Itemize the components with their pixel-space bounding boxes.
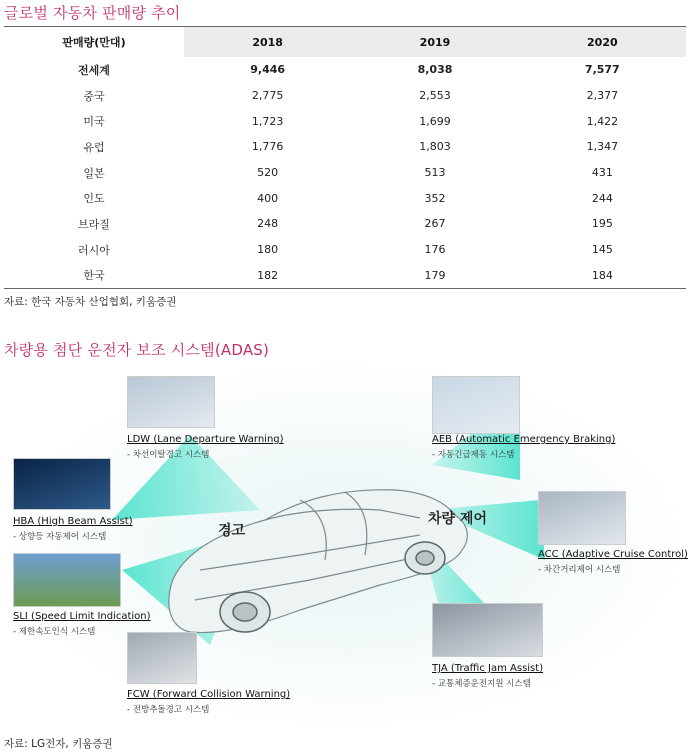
fcw-name: FCW (Forward Collision Warning) — [127, 689, 291, 700]
fcw-label — [127, 689, 290, 715]
sales-table — [4, 26, 686, 289]
hba-label — [13, 516, 133, 542]
row-label: 한국 — [4, 263, 184, 289]
table-cell: 400 — [257, 191, 279, 205]
row-label: 브라질 — [78, 217, 110, 231]
table-row — [4, 83, 686, 109]
table-cell: 1,776 — [251, 140, 284, 154]
sli-name: SLI (Speed Limit Indication) — [13, 611, 151, 622]
row-label: 인도 — [83, 192, 105, 206]
table-cell: 1,347 — [586, 140, 619, 154]
ldw-image — [127, 376, 215, 428]
fcw-image — [127, 632, 197, 684]
table-cell: 7,577 — [584, 63, 620, 77]
tja-image — [432, 603, 543, 657]
acc-desc: - 차간거리제어 시스템 — [538, 565, 621, 575]
table-cell: 182 — [184, 263, 351, 289]
table-row — [4, 108, 686, 134]
sli-desc: - 제한속도인식 시스템 — [13, 627, 96, 637]
table-title: 글로벌 자동차 판매량 추이 — [4, 4, 181, 22]
table-cell: 179 — [351, 263, 518, 289]
table-row — [4, 134, 686, 160]
sli-label — [13, 611, 151, 637]
column-header: 2019 — [351, 27, 518, 58]
table-cell: 1,723 — [251, 114, 284, 128]
control-label: 차량 제어 — [428, 511, 487, 527]
aeb-label — [432, 434, 615, 460]
table-cell: 1,422 — [586, 114, 619, 128]
table-cell: 184 — [519, 263, 686, 289]
row-label: 유럽 — [83, 140, 105, 154]
fcw-desc: - 전방추돌경고 시스템 — [127, 705, 210, 715]
column-header: 판매량(만대) — [4, 27, 184, 58]
diagram-title: 차량용 첨단 운전자 보조 시스템(ADAS) — [4, 341, 270, 359]
table-cell: 2,377 — [586, 89, 619, 103]
table-row — [4, 185, 686, 211]
adas-diagram — [0, 360, 690, 730]
table-row — [4, 263, 686, 289]
table-cell: 1,803 — [419, 140, 451, 154]
table-row — [4, 237, 686, 263]
row-label: 전세계 — [78, 63, 110, 77]
column-header: 2020 — [519, 27, 686, 58]
row-label: 미국 — [83, 115, 105, 129]
ldw-name: LDW (Lane Departure Warning) — [127, 434, 284, 445]
aeb-desc: - 자동긴급제동 시스템 — [432, 450, 515, 460]
table-cell: 352 — [424, 191, 446, 205]
adas-illustration — [0, 360, 690, 730]
acc-image — [538, 491, 626, 545]
table-cell: 176 — [424, 243, 446, 257]
hba-image — [13, 458, 111, 510]
aeb-name: AEB (Automatic Emergency Braking) — [432, 434, 616, 445]
hba-name: HBA (High Beam Assist) — [13, 516, 133, 527]
table-cell: 520 — [257, 166, 279, 180]
aeb-image — [432, 376, 520, 434]
table-cell: 180 — [257, 243, 279, 257]
table-cell: 248 — [257, 217, 279, 231]
tja-desc: - 교통체증운전지원 시스템 — [432, 679, 531, 689]
row-label: 중국 — [83, 89, 105, 103]
table-cell: 2,775 — [251, 89, 284, 103]
ldw-desc: - 차선이탈경고 시스템 — [127, 450, 210, 460]
row-label: 러시아 — [78, 243, 110, 257]
table-cell: 513 — [424, 166, 446, 180]
tja-label — [432, 663, 543, 689]
table-cell: 9,446 — [250, 63, 286, 77]
diagram-source: 자료: LG전자, 키움증권 — [4, 738, 113, 750]
row-label: 일본 — [83, 166, 105, 180]
table-cell: 145 — [591, 243, 613, 257]
table-row — [4, 160, 686, 186]
table-cell: 244 — [591, 191, 613, 205]
table-row — [4, 211, 686, 237]
table-cell: 195 — [591, 217, 613, 231]
hba-desc: - 상향등 자동제어 시스템 — [13, 532, 107, 542]
column-header: 2018 — [184, 27, 351, 58]
table-cell: 267 — [424, 217, 446, 231]
table-cell: 1,699 — [419, 114, 451, 128]
table-row — [4, 57, 686, 83]
sli-image — [13, 553, 121, 607]
acc-name: ACC (Adaptive Cruise Control) — [538, 549, 688, 560]
table-source: 자료: 한국 자동차 산업협회, 키움증권 — [4, 296, 177, 308]
ldw-label — [127, 434, 284, 460]
warning-label: 경고 — [218, 523, 246, 539]
tja-name: TJA (Traffic Jam Assist) — [432, 663, 544, 674]
table-header-row — [4, 27, 686, 58]
table-cell: 431 — [591, 166, 613, 180]
table-cell: 8,038 — [417, 63, 453, 77]
table-cell: 2,553 — [419, 89, 451, 103]
acc-label — [538, 549, 688, 575]
